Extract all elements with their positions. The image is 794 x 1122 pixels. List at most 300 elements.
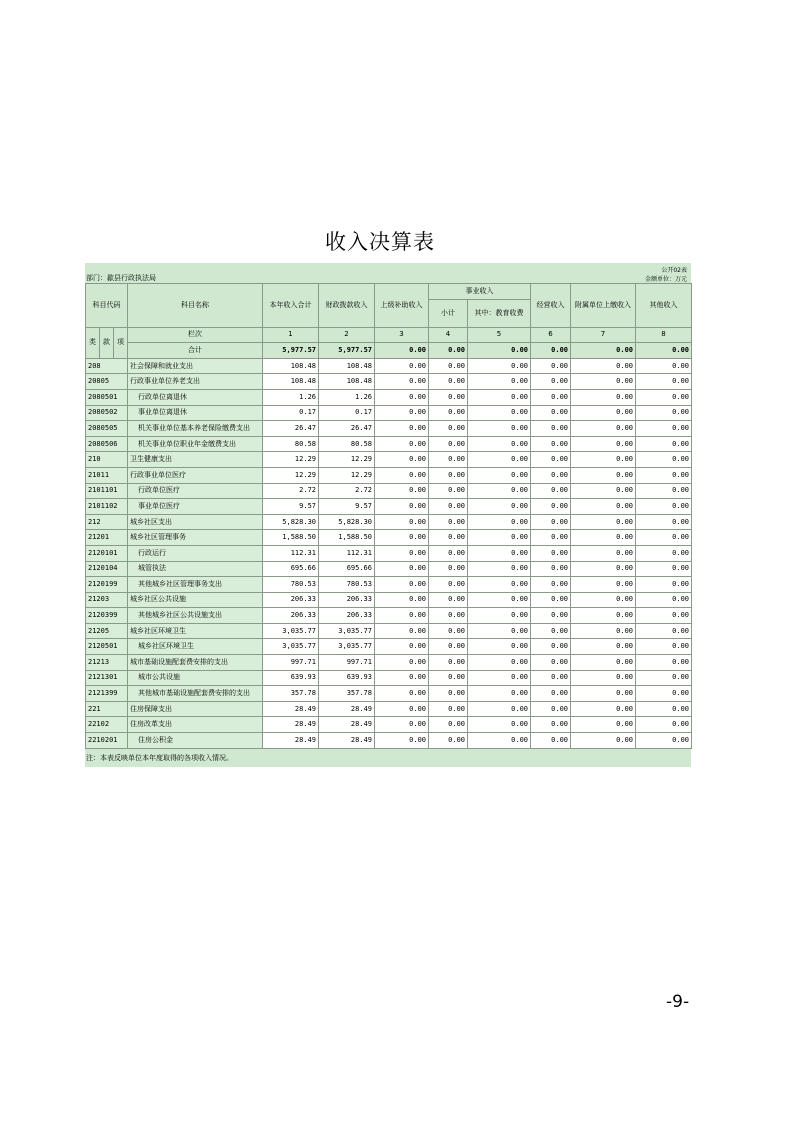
subject-name: 社会保障和就业支出: [128, 358, 263, 374]
subject-name: 行政事业单位养老支出: [128, 374, 263, 390]
amount-cell: 12.29: [263, 452, 319, 468]
amount-cell: 0.00: [571, 436, 636, 452]
amount-cell: 3,035.77: [319, 623, 375, 639]
table-row: [86, 733, 692, 749]
amount-cell: 0.00: [531, 483, 571, 499]
amount-cell: 0.00: [468, 561, 531, 577]
amount-cell: 12.29: [263, 467, 319, 483]
amount-cell: 1.26: [319, 389, 375, 405]
amount-cell: 206.33: [263, 592, 319, 608]
amount-cell: 206.33: [319, 608, 375, 624]
amount-cell: 0.00: [571, 701, 636, 717]
subject-name: 其他城乡社区管理事务支出: [128, 577, 263, 593]
header-lei: 类: [86, 327, 100, 358]
table-meta: [85, 263, 691, 283]
amount-cell: 0.00: [375, 717, 429, 733]
subject-name: 住房保障支出: [128, 701, 263, 717]
amount-cell: 0.00: [571, 655, 636, 671]
amount-cell: 0.00: [571, 452, 636, 468]
amount-cell: 0.00: [429, 374, 468, 390]
amount-cell: 80.58: [319, 436, 375, 452]
amount-cell: 0.00: [468, 670, 531, 686]
total-value: 0.00: [531, 343, 571, 359]
page-title: 收入决算表: [325, 230, 435, 254]
amount-cell: 108.48: [319, 374, 375, 390]
amount-cell: 0.00: [636, 608, 692, 624]
amount-cell: 0.00: [636, 421, 692, 437]
amount-cell: 0.00: [571, 499, 636, 515]
subject-name: 城乡社区公共设施: [128, 592, 263, 608]
amount-cell: 0.00: [636, 483, 692, 499]
amount-cell: 28.49: [263, 717, 319, 733]
amount-cell: 639.93: [319, 670, 375, 686]
header-fiscal: 财政拨款收入: [319, 284, 375, 328]
col-num: 5: [468, 327, 531, 343]
amount-cell: 0.00: [531, 561, 571, 577]
amount-cell: 0.00: [375, 686, 429, 702]
amount-cell: 0.00: [636, 405, 692, 421]
header-xiang: 项: [114, 327, 128, 358]
amount-cell: 0.00: [468, 499, 531, 515]
amount-cell: 0.00: [468, 639, 531, 655]
amount-cell: 3,035.77: [263, 623, 319, 639]
total-value: 0.00: [429, 343, 468, 359]
amount-cell: 0.00: [429, 358, 468, 374]
amount-cell: 3,035.77: [263, 639, 319, 655]
amount-cell: 0.00: [531, 733, 571, 749]
table-row: [86, 577, 692, 593]
amount-cell: 0.00: [468, 592, 531, 608]
amount-cell: 112.31: [319, 545, 375, 561]
amount-cell: 0.00: [636, 577, 692, 593]
amount-cell: 0.00: [636, 670, 692, 686]
header-business: 事业收入: [429, 284, 531, 300]
amount-cell: 0.00: [375, 733, 429, 749]
amount-cell: 0.00: [468, 733, 531, 749]
amount-cell: 0.00: [636, 701, 692, 717]
amount-cell: 0.00: [375, 561, 429, 577]
col-num: 3: [375, 327, 429, 343]
amount-cell: 12.29: [319, 467, 375, 483]
total-row: [86, 343, 692, 359]
amount-cell: 0.00: [375, 358, 429, 374]
amount-cell: 0.00: [429, 592, 468, 608]
amount-cell: 0.00: [636, 717, 692, 733]
amount-cell: 0.00: [571, 686, 636, 702]
amount-cell: 997.71: [263, 655, 319, 671]
amount-cell: 0.00: [468, 608, 531, 624]
amount-cell: 695.66: [263, 561, 319, 577]
amount-cell: 0.00: [468, 530, 531, 546]
amount-cell: 0.00: [468, 701, 531, 717]
amount-cell: 9.57: [319, 499, 375, 515]
amount-cell: 695.66: [319, 561, 375, 577]
subject-name: 行政事业单位医疗: [128, 467, 263, 483]
amount-cell: 5,828.30: [319, 514, 375, 530]
subject-name: 城乡社区管理事务: [128, 530, 263, 546]
amount-cell: 0.00: [636, 733, 692, 749]
amount-cell: 0.00: [429, 686, 468, 702]
subject-code: 20805: [86, 374, 128, 390]
amount-cell: 0.00: [571, 608, 636, 624]
table-row: [86, 592, 692, 608]
amount-cell: 0.00: [429, 436, 468, 452]
subject-name: 机关事业单位基本养老保险缴费支出: [128, 421, 263, 437]
amount-cell: 0.00: [468, 374, 531, 390]
table-row: [86, 452, 692, 468]
subject-name: 事业单位医疗: [128, 499, 263, 515]
amount-cell: 0.00: [571, 514, 636, 530]
subject-name: 行政单位离退休: [128, 389, 263, 405]
total-value: 0.00: [636, 343, 692, 359]
amount-cell: 0.00: [429, 499, 468, 515]
amount-cell: 0.00: [468, 577, 531, 593]
amount-cell: 0.00: [468, 452, 531, 468]
subject-code: 2080501: [86, 389, 128, 405]
amount-cell: 0.00: [571, 358, 636, 374]
amount-cell: 0.00: [531, 701, 571, 717]
amount-cell: 0.00: [429, 389, 468, 405]
amount-cell: 0.00: [375, 577, 429, 593]
table-row: [86, 389, 692, 405]
amount-cell: 357.78: [319, 686, 375, 702]
amount-cell: 0.00: [571, 670, 636, 686]
amount-cell: 108.48: [263, 374, 319, 390]
amount-cell: 0.00: [375, 436, 429, 452]
table-note: 注：本表反映单位本年度取得的各项收入情况。: [85, 749, 691, 767]
amount-cell: 0.00: [571, 577, 636, 593]
subject-name: 城乡社区环境卫生: [128, 623, 263, 639]
col-num: 8: [636, 327, 692, 343]
table-row: [86, 467, 692, 483]
table-row: [86, 436, 692, 452]
table-row: [86, 530, 692, 546]
amount-cell: 0.00: [531, 608, 571, 624]
table-row: [86, 639, 692, 655]
amount-cell: 0.00: [429, 421, 468, 437]
amount-cell: 0.00: [375, 655, 429, 671]
amount-cell: 0.00: [468, 545, 531, 561]
amount-cell: 0.00: [468, 483, 531, 499]
total-value: 5,977.57: [263, 343, 319, 359]
amount-cell: 0.00: [429, 623, 468, 639]
subject-name: 事业单位离退休: [128, 405, 263, 421]
table-row: [86, 701, 692, 717]
amount-cell: 0.00: [468, 655, 531, 671]
amount-cell: 0.00: [636, 623, 692, 639]
amount-cell: 0.00: [636, 686, 692, 702]
col-num: 7: [571, 327, 636, 343]
table-row: [86, 405, 692, 421]
amount-cell: 0.00: [636, 389, 692, 405]
amount-cell: 26.47: [319, 421, 375, 437]
header-code: 科目代码: [86, 284, 128, 328]
subject-code: 21213: [86, 655, 128, 671]
amount-cell: 0.00: [429, 405, 468, 421]
amount-cell: 206.33: [263, 608, 319, 624]
amount-cell: 0.00: [571, 467, 636, 483]
subject-code: 208: [86, 358, 128, 374]
amount-cell: 0.00: [468, 514, 531, 530]
total-value: 0.00: [375, 343, 429, 359]
amount-cell: 0.00: [375, 545, 429, 561]
amount-cell: 0.00: [375, 514, 429, 530]
income-table-sheet: [85, 263, 691, 767]
amount-cell: 12.29: [319, 452, 375, 468]
table-row: [86, 421, 692, 437]
table-row: [86, 499, 692, 515]
table-row: [86, 655, 692, 671]
table-header: [86, 284, 692, 359]
table-row: [86, 483, 692, 499]
amount-cell: 108.48: [319, 358, 375, 374]
amount-cell: 0.00: [531, 358, 571, 374]
amount-cell: 780.53: [319, 577, 375, 593]
amount-cell: 0.00: [531, 452, 571, 468]
amount-cell: 80.58: [263, 436, 319, 452]
amount-cell: 26.47: [263, 421, 319, 437]
amount-cell: 0.00: [429, 717, 468, 733]
amount-cell: 0.00: [636, 514, 692, 530]
amount-cell: 206.33: [319, 592, 375, 608]
amount-cell: 0.00: [429, 733, 468, 749]
income-table: [85, 283, 692, 749]
amount-cell: 0.00: [571, 733, 636, 749]
amount-cell: 0.00: [636, 452, 692, 468]
amount-cell: 0.00: [636, 639, 692, 655]
amount-cell: 0.00: [375, 592, 429, 608]
amount-cell: 357.78: [263, 686, 319, 702]
amount-cell: 0.00: [429, 530, 468, 546]
table-code: 公开02表: [661, 267, 687, 274]
amount-cell: 0.00: [375, 389, 429, 405]
amount-cell: 3,035.77: [319, 639, 375, 655]
amount-cell: 9.57: [263, 499, 319, 515]
amount-cell: 0.00: [468, 421, 531, 437]
subject-code: 21201: [86, 530, 128, 546]
amount-cell: 0.00: [429, 452, 468, 468]
table-row: [86, 514, 692, 530]
amount-cell: 0.00: [375, 530, 429, 546]
amount-cell: 0.00: [571, 421, 636, 437]
subject-code: 2210201: [86, 733, 128, 749]
table-row: [86, 623, 692, 639]
amount-cell: 0.00: [636, 655, 692, 671]
header-affiliated: 附属单位上缴收入: [571, 284, 636, 328]
subject-code: 2080502: [86, 405, 128, 421]
subject-code: 2120399: [86, 608, 128, 624]
amount-cell: 0.00: [531, 545, 571, 561]
amount-cell: 0.00: [375, 452, 429, 468]
amount-cell: 0.00: [636, 592, 692, 608]
amount-cell: 28.49: [263, 701, 319, 717]
subject-code: 2080505: [86, 421, 128, 437]
total-value: 0.00: [571, 343, 636, 359]
amount-cell: 0.00: [636, 530, 692, 546]
amount-cell: 0.00: [531, 436, 571, 452]
subject-name: 卫生健康支出: [128, 452, 263, 468]
amount-cell: 639.93: [263, 670, 319, 686]
amount-cell: 1,588.50: [263, 530, 319, 546]
subject-name: 城市公共设施: [128, 670, 263, 686]
amount-cell: 0.00: [468, 623, 531, 639]
amount-cell: 0.00: [429, 608, 468, 624]
subject-code: 2121399: [86, 686, 128, 702]
amount-cell: 0.00: [531, 623, 571, 639]
subject-code: 2121301: [86, 670, 128, 686]
amount-cell: 0.00: [636, 436, 692, 452]
subject-code: 212: [86, 514, 128, 530]
amount-cell: 28.49: [319, 701, 375, 717]
amount-cell: 0.00: [468, 467, 531, 483]
table-row: [86, 374, 692, 390]
amount-cell: 0.00: [571, 545, 636, 561]
amount-cell: 0.00: [531, 405, 571, 421]
table-row: [86, 686, 692, 702]
amount-cell: 0.00: [571, 639, 636, 655]
subject-name: 其他城乡社区公共设施支出: [128, 608, 263, 624]
table-row: [86, 561, 692, 577]
header-lanci: 栏次: [128, 327, 263, 343]
amount-cell: 0.00: [429, 514, 468, 530]
subject-name: 行政运行: [128, 545, 263, 561]
total-value: 5,977.57: [319, 343, 375, 359]
header-superior: 上级补助收入: [375, 284, 429, 328]
amount-cell: 0.00: [571, 483, 636, 499]
subject-name: 行政单位医疗: [128, 483, 263, 499]
header-subtotal: 小计: [429, 299, 468, 327]
amount-cell: 0.00: [571, 623, 636, 639]
subject-name: 城管执法: [128, 561, 263, 577]
subject-name: 城乡社区支出: [128, 514, 263, 530]
amount-cell: 112.31: [263, 545, 319, 561]
amount-cell: 0.00: [375, 670, 429, 686]
amount-cell: 0.00: [429, 483, 468, 499]
amount-cell: 0.00: [531, 530, 571, 546]
subject-code: 2101102: [86, 499, 128, 515]
subject-code: 2101101: [86, 483, 128, 499]
subject-name: 住房公积金: [128, 733, 263, 749]
amount-cell: 0.00: [429, 545, 468, 561]
amount-cell: 0.00: [636, 545, 692, 561]
amount-cell: 0.00: [468, 389, 531, 405]
amount-cell: 0.00: [375, 405, 429, 421]
amount-cell: 0.00: [636, 499, 692, 515]
subject-code: 21205: [86, 623, 128, 639]
amount-cell: 0.00: [531, 577, 571, 593]
amount-cell: 0.00: [571, 374, 636, 390]
col-num: 6: [531, 327, 571, 343]
subject-code: 221: [86, 701, 128, 717]
amount-cell: 0.00: [468, 405, 531, 421]
subject-code: 2120501: [86, 639, 128, 655]
subject-code: 2120199: [86, 577, 128, 593]
amount-cell: 0.00: [636, 561, 692, 577]
table-row: [86, 545, 692, 561]
amount-cell: 0.17: [263, 405, 319, 421]
table-row: [86, 717, 692, 733]
amount-cell: 0.00: [429, 639, 468, 655]
col-num: 4: [429, 327, 468, 343]
header-operating: 经营收入: [531, 284, 571, 328]
amount-cell: 108.48: [263, 358, 319, 374]
amount-cell: 0.00: [531, 592, 571, 608]
subject-code: 2120101: [86, 545, 128, 561]
subject-code: 2120104: [86, 561, 128, 577]
amount-cell: 0.00: [636, 467, 692, 483]
amount-cell: 0.00: [468, 717, 531, 733]
amount-cell: 0.00: [636, 374, 692, 390]
amount-cell: 0.00: [531, 389, 571, 405]
amount-cell: 28.49: [319, 717, 375, 733]
amount-cell: 2.72: [319, 483, 375, 499]
amount-cell: 28.49: [263, 733, 319, 749]
amount-cell: 1.26: [263, 389, 319, 405]
amount-cell: 0.00: [571, 389, 636, 405]
amount-cell: 0.00: [375, 608, 429, 624]
subject-name: 城市基础设施配套费安排的支出: [128, 655, 263, 671]
header-total-income: 本年收入合计: [263, 284, 319, 328]
amount-cell: 0.00: [571, 717, 636, 733]
amount-cell: 0.00: [375, 623, 429, 639]
amount-cell: 0.00: [531, 670, 571, 686]
subject-code: 22102: [86, 717, 128, 733]
amount-cell: 0.00: [571, 530, 636, 546]
amount-cell: 1,588.50: [319, 530, 375, 546]
amount-cell: 0.00: [531, 514, 571, 530]
amount-cell: 28.49: [319, 733, 375, 749]
subject-code: 210: [86, 452, 128, 468]
table-row: [86, 670, 692, 686]
amount-cell: 0.00: [429, 655, 468, 671]
page-number: -9-: [666, 992, 690, 1012]
subject-name: 其他城市基础设施配套费安排的支出: [128, 686, 263, 702]
amount-cell: 780.53: [263, 577, 319, 593]
amount-cell: 0.00: [468, 358, 531, 374]
amount-unit: 金额单位：万元: [644, 276, 687, 283]
amount-cell: 0.00: [375, 639, 429, 655]
total-label: 合计: [128, 343, 263, 359]
amount-cell: 0.00: [429, 670, 468, 686]
amount-cell: 0.00: [468, 436, 531, 452]
col-num: 1: [263, 327, 319, 343]
amount-cell: 0.00: [375, 701, 429, 717]
header-other: 其他收入: [636, 284, 692, 328]
amount-cell: 997.71: [319, 655, 375, 671]
amount-cell: 0.00: [531, 499, 571, 515]
amount-cell: 0.00: [571, 405, 636, 421]
table-body: [86, 358, 692, 748]
col-num: 2: [319, 327, 375, 343]
amount-cell: 0.00: [429, 701, 468, 717]
amount-cell: 0.00: [531, 421, 571, 437]
amount-cell: 0.00: [375, 421, 429, 437]
subject-code: 2080506: [86, 436, 128, 452]
header-name: 科目名称: [128, 284, 263, 328]
subject-name: 住房改革支出: [128, 717, 263, 733]
amount-cell: 0.00: [531, 467, 571, 483]
amount-cell: 0.00: [571, 592, 636, 608]
header-edu-fee: 其中：教育收费: [468, 299, 531, 327]
amount-cell: 0.00: [375, 467, 429, 483]
table-row: [86, 608, 692, 624]
amount-cell: 0.00: [531, 717, 571, 733]
amount-cell: 0.00: [375, 483, 429, 499]
amount-cell: 0.00: [468, 686, 531, 702]
amount-cell: 0.00: [375, 499, 429, 515]
amount-cell: 2.72: [263, 483, 319, 499]
amount-cell: 0.00: [429, 467, 468, 483]
